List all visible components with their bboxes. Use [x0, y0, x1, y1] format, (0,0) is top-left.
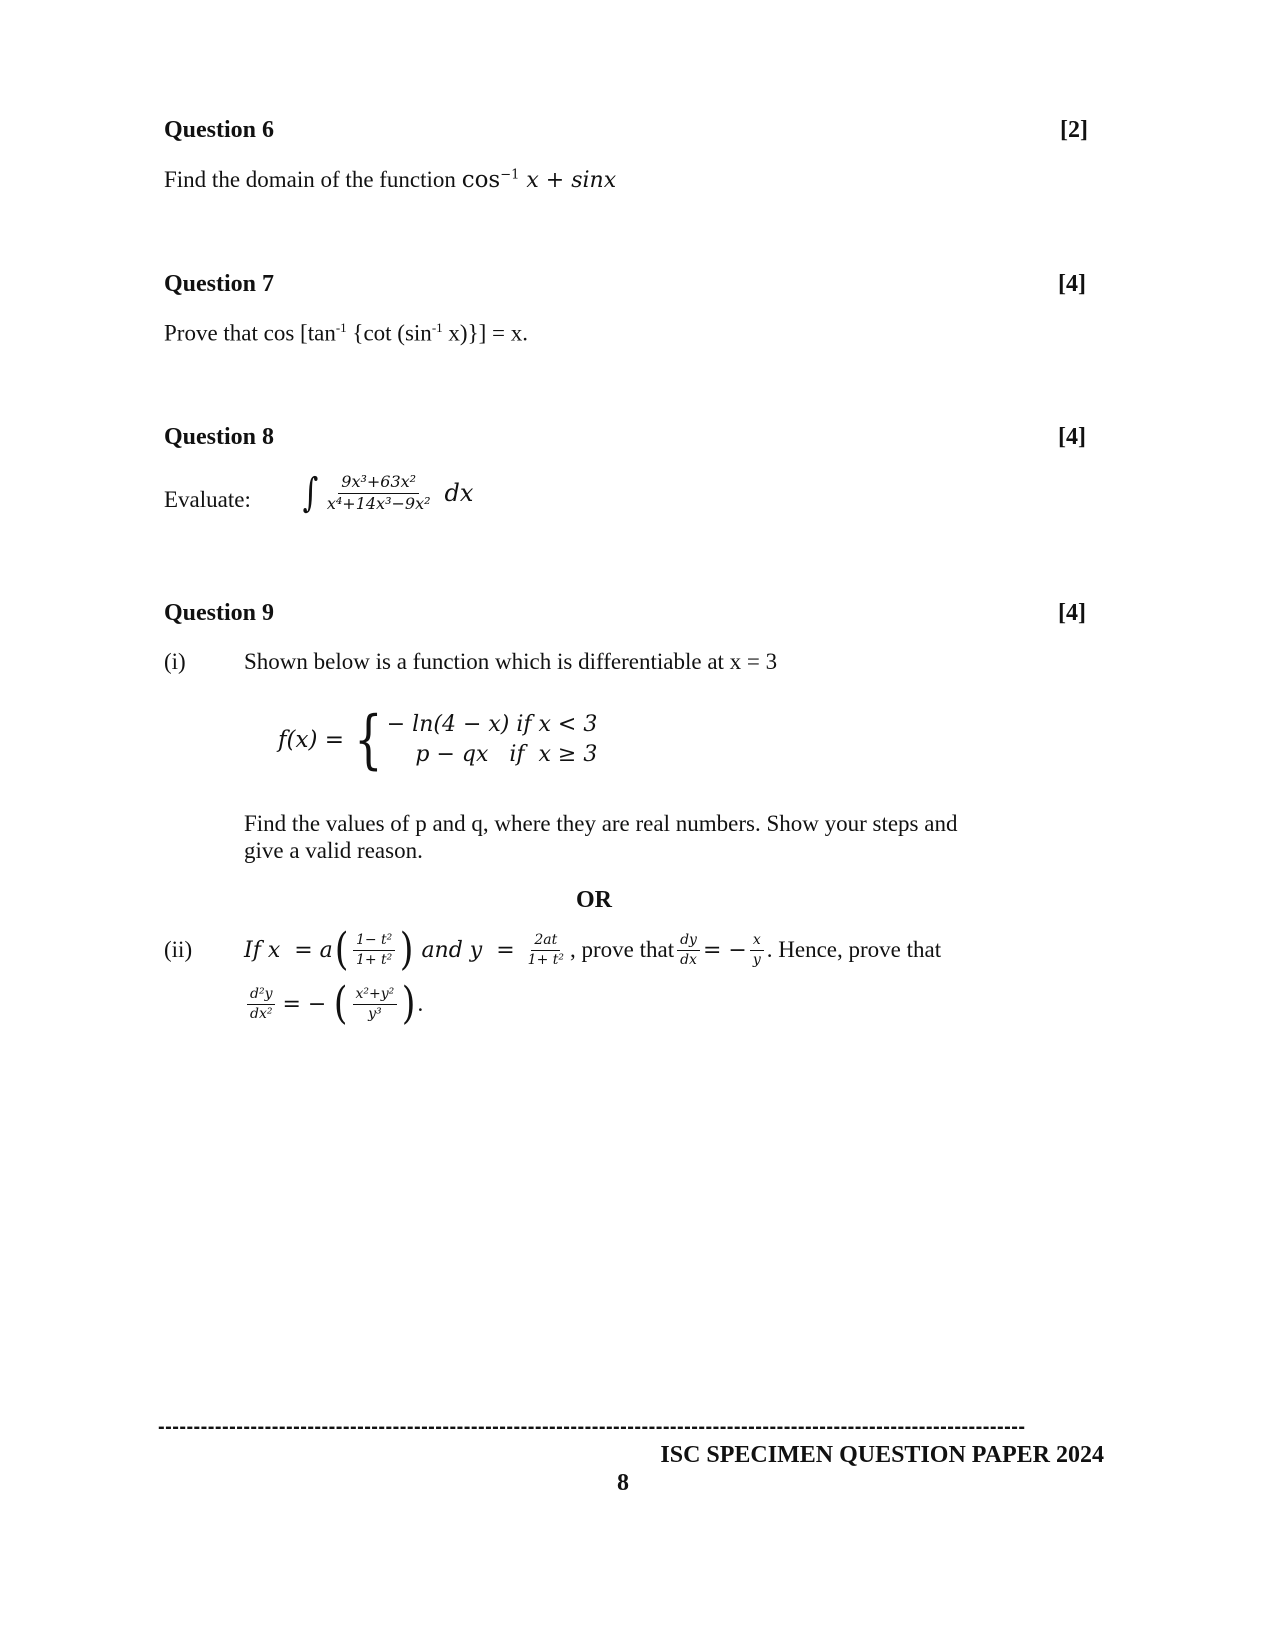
- part-i-text: Shown below is a function which is differentiable at x = 3: [244, 649, 778, 674]
- fraction-x: [353, 932, 395, 967]
- q7-exp2: -1: [431, 320, 443, 335]
- second-derivative-numerator: d²y: [247, 986, 275, 1004]
- part-ii-line-1: [244, 924, 942, 975]
- equals-minus: = −: [702, 937, 747, 963]
- fraction-result-numerator: x²+y²: [353, 986, 398, 1004]
- hence-prove-text: . Hence, prove that: [766, 937, 942, 962]
- fx-label: f(x) =: [278, 727, 345, 753]
- final-period: .: [417, 991, 424, 1016]
- function-remainder: x + sinx: [519, 168, 617, 193]
- left-paren: (: [334, 924, 349, 975]
- question-7-title: Question 7: [164, 271, 275, 297]
- integrand-denominator: x⁴+14x³−9x²: [326, 493, 431, 513]
- part-i-instruction-line-2: give a valid reason.: [244, 838, 423, 863]
- fraction-y-numerator: 2at: [531, 932, 560, 950]
- right-paren-2: ): [402, 978, 416, 1029]
- part-i-label: (i): [164, 649, 186, 674]
- piecewise-cases: [387, 710, 598, 770]
- question-8-title: Question 8: [164, 424, 275, 450]
- fraction-x-denominator: 1+ t²: [355, 951, 393, 968]
- question-7-marks: [4]: [1058, 271, 1086, 297]
- inverse-exponent: −1: [500, 167, 520, 183]
- prove-that-text: , prove that: [569, 937, 675, 962]
- question-9-marks: [4]: [1058, 600, 1086, 626]
- left-paren-2: (: [334, 978, 348, 1029]
- question-6-marks: [2]: [1060, 117, 1088, 143]
- fraction-dy-dx: [677, 932, 700, 967]
- part-ii-line-2: [244, 978, 424, 1029]
- if-x-equals: If x = a: [244, 937, 333, 963]
- case-2: p − qx if x ≥ 3: [415, 742, 598, 767]
- fraction-x-over-y-numerator: x: [750, 932, 764, 950]
- question-8-marks: [4]: [1058, 424, 1086, 450]
- integral-sign: ∫: [302, 470, 319, 516]
- evaluate-label: Evaluate:: [164, 487, 251, 512]
- fraction-y: [525, 932, 567, 967]
- question-7-text: [164, 320, 528, 347]
- fraction-result: [353, 986, 398, 1021]
- right-paren: ): [399, 924, 414, 975]
- question-6-text: [164, 167, 616, 193]
- second-derivative-denominator: dx²: [250, 1005, 273, 1022]
- q7-part2: {cot (sin: [346, 320, 432, 346]
- case-1: − ln(4 − x) if x < 3: [386, 712, 598, 737]
- fraction-y-denominator: 1+ t²: [527, 951, 564, 968]
- dx-differential: dx: [444, 479, 474, 507]
- question-9-title: Question 9: [164, 600, 275, 626]
- part-i-instruction-line-1: Find the values of p and q, where they are real numbers. Show your steps and: [244, 811, 958, 836]
- integral-expression: [300, 470, 473, 516]
- q7-part1: Prove that cos [tan: [164, 320, 336, 346]
- fraction-x-over-y-denominator: y: [752, 951, 761, 968]
- footer-divider: --------------------------------------------------------------------------------------------------------------------------: [158, 1416, 1026, 1438]
- integrand-fraction: [324, 473, 434, 513]
- and-y-equals: and y =: [421, 937, 515, 963]
- part-ii-label: (ii): [164, 937, 193, 962]
- q7-part3: x)}] = x.: [442, 320, 528, 346]
- left-brace: {: [354, 703, 383, 777]
- page-number: 8: [617, 1470, 629, 1496]
- integrand-numerator: 9x³+63x²: [338, 473, 419, 493]
- cos-function: cos: [461, 167, 501, 193]
- equals-minus-2: = −: [282, 991, 327, 1017]
- question-6-title: Question 6: [164, 117, 275, 143]
- fraction-dy-dx-denominator: dx: [680, 951, 697, 968]
- fraction-result-denominator: y³: [368, 1005, 382, 1022]
- fraction-x-numerator: 1− t²: [353, 932, 395, 950]
- paper-title: ISC SPECIMEN QUESTION PAPER 2024: [660, 1442, 1104, 1468]
- fraction-dy-dx-numerator: dy: [677, 932, 700, 950]
- question-6-prompt: Find the domain of the function: [164, 167, 462, 192]
- q7-exp1: -1: [335, 320, 347, 335]
- or-separator: OR: [576, 887, 612, 913]
- fraction-x-over-y: [750, 932, 764, 967]
- fraction-second-derivative: [247, 986, 275, 1021]
- piecewise-function: [278, 703, 598, 777]
